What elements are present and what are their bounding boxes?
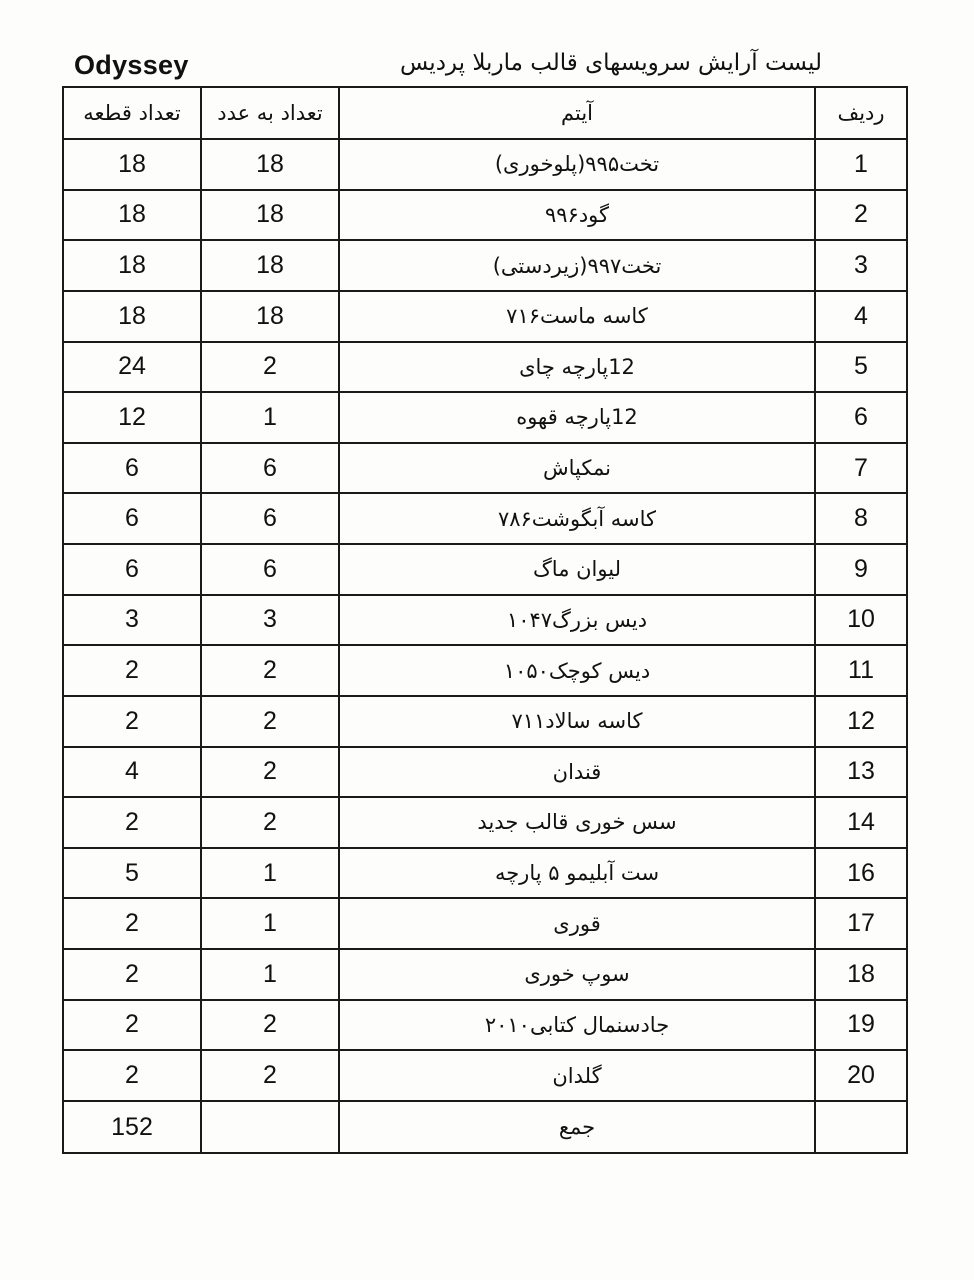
- row-number-cell: 20: [815, 1050, 907, 1101]
- table-row: [63, 139, 907, 190]
- count-cell: 1: [201, 848, 339, 899]
- total-row-number-cell: [815, 1101, 907, 1153]
- pieces-cell: 18: [63, 139, 201, 190]
- total-count-cell: [201, 1101, 339, 1153]
- row-number-cell: 5: [815, 342, 907, 393]
- pieces-cell: 24: [63, 342, 201, 393]
- table-row: [63, 1000, 907, 1051]
- table-row: [63, 190, 907, 241]
- count-cell: 6: [201, 493, 339, 544]
- total-pieces: 152: [63, 1101, 201, 1153]
- table-row: [63, 1050, 907, 1101]
- count-cell: 2: [201, 747, 339, 798]
- column-header-pieces: تعداد قطعه: [63, 87, 201, 139]
- item-name-cell: تخت۹۹۵(پلوخوری): [339, 139, 815, 190]
- table-row: [63, 392, 907, 443]
- row-number-cell: 12: [815, 696, 907, 747]
- document-title: لیست آرایش سرویسهای قالب ماربلا پردیس: [399, 50, 822, 76]
- table-row: [63, 443, 907, 494]
- item-name-cell: ست آبلیمو ۵ پارچه: [339, 848, 815, 899]
- item-name-cell: کاسه سالاد۷۱۱: [339, 696, 815, 747]
- item-name-cell: کاسه آبگوشت۷۸۶: [339, 493, 815, 544]
- inventory-table: [62, 86, 908, 1154]
- item-name-cell: دیس بزرگ۱۰۴۷: [339, 595, 815, 646]
- count-cell: 2: [201, 797, 339, 848]
- table-row: [63, 342, 907, 393]
- item-name-cell: سس خوری قالب جدید: [339, 797, 815, 848]
- row-number-cell: 13: [815, 747, 907, 798]
- item-name-cell: قوری: [339, 898, 815, 949]
- pieces-cell: 18: [63, 190, 201, 241]
- row-number-cell: 14: [815, 797, 907, 848]
- table-row: [63, 291, 907, 342]
- table-row: [63, 240, 907, 291]
- count-cell: 1: [201, 949, 339, 1000]
- item-name-cell: نمکپاش: [339, 443, 815, 494]
- count-cell: 2: [201, 342, 339, 393]
- column-header-item: آیتم: [339, 87, 815, 139]
- count-cell: 6: [201, 443, 339, 494]
- count-cell: 18: [201, 190, 339, 241]
- table-row: [63, 493, 907, 544]
- pieces-cell: 6: [63, 544, 201, 595]
- pieces-cell: 2: [63, 797, 201, 848]
- pieces-cell: 2: [63, 949, 201, 1000]
- item-name-cell: 12پارچه چای: [339, 342, 815, 393]
- total-label: جمع: [339, 1101, 815, 1153]
- row-number-cell: 6: [815, 392, 907, 443]
- count-cell: 18: [201, 291, 339, 342]
- row-number-cell: 2: [815, 190, 907, 241]
- row-number-cell: 18: [815, 949, 907, 1000]
- item-name-cell: دیس کوچک۱۰۵۰: [339, 645, 815, 696]
- table-row: [63, 544, 907, 595]
- table-body: [63, 139, 907, 1101]
- count-cell: 2: [201, 696, 339, 747]
- count-cell: 18: [201, 139, 339, 190]
- row-number-cell: 16: [815, 848, 907, 899]
- row-number-cell: 17: [815, 898, 907, 949]
- count-cell: 2: [201, 1000, 339, 1051]
- item-name-cell: قندان: [339, 747, 815, 798]
- pieces-cell: 18: [63, 291, 201, 342]
- row-number-cell: 8: [815, 493, 907, 544]
- row-number-cell: 19: [815, 1000, 907, 1051]
- pieces-cell: 6: [63, 493, 201, 544]
- row-number-cell: 1: [815, 139, 907, 190]
- pieces-cell: 5: [63, 848, 201, 899]
- item-name-cell: لیوان ماگ: [339, 544, 815, 595]
- table-row: [63, 595, 907, 646]
- count-cell: 3: [201, 595, 339, 646]
- item-name-cell: گلدان: [339, 1050, 815, 1101]
- table-row: [63, 747, 907, 798]
- pieces-cell: 6: [63, 443, 201, 494]
- table-row: [63, 949, 907, 1000]
- row-number-cell: 7: [815, 443, 907, 494]
- pieces-cell: 18: [63, 240, 201, 291]
- count-cell: 18: [201, 240, 339, 291]
- count-cell: 2: [201, 645, 339, 696]
- item-name-cell: تخت۹۹۷(زیردستی): [339, 240, 815, 291]
- item-name-cell: کاسه ماست۷۱۶: [339, 291, 815, 342]
- row-number-cell: 4: [815, 291, 907, 342]
- column-header-count: تعداد به عدد: [201, 87, 339, 139]
- item-name-cell: سوپ خوری: [339, 949, 815, 1000]
- item-name-cell: جادسنمال کتابی۲۰۱۰: [339, 1000, 815, 1051]
- row-number-cell: 9: [815, 544, 907, 595]
- count-cell: 1: [201, 898, 339, 949]
- pieces-cell: 12: [63, 392, 201, 443]
- table-row: [63, 645, 907, 696]
- table-row: [63, 898, 907, 949]
- row-number-cell: 10: [815, 595, 907, 646]
- table-header-row: [63, 87, 907, 139]
- count-cell: 6: [201, 544, 339, 595]
- item-name-cell: گود۹۹۶: [339, 190, 815, 241]
- pieces-cell: 2: [63, 645, 201, 696]
- row-number-cell: 11: [815, 645, 907, 696]
- pieces-cell: 2: [63, 1050, 201, 1101]
- count-cell: 2: [201, 1050, 339, 1101]
- column-header-row-number: ردیف: [815, 87, 907, 139]
- count-cell: 1: [201, 392, 339, 443]
- row-number-cell: 3: [815, 240, 907, 291]
- item-name-cell: 12پارچه قهوه: [339, 392, 815, 443]
- table-row: [63, 848, 907, 899]
- total-row: [63, 1101, 907, 1153]
- brand-name: Odyssey: [74, 50, 189, 80]
- pieces-cell: 2: [63, 1000, 201, 1051]
- pieces-cell: 2: [63, 898, 201, 949]
- pieces-cell: 2: [63, 696, 201, 747]
- pieces-cell: 4: [63, 747, 201, 798]
- table-row: [63, 696, 907, 747]
- pieces-cell: 3: [63, 595, 201, 646]
- table-row: [63, 797, 907, 848]
